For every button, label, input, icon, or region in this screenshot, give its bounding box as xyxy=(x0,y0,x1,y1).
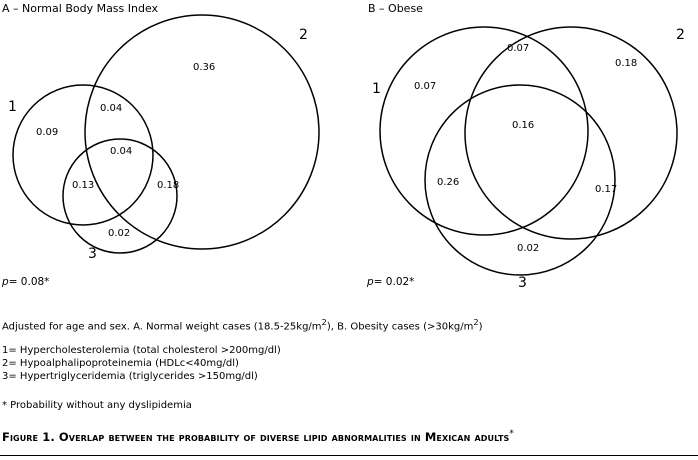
set-definitions xyxy=(2,344,281,383)
adjustment-note-part-b: ), B. Obesity cases (>30kg/m xyxy=(326,321,474,333)
panel-b-set-label-1: 1 xyxy=(372,81,381,97)
panel-a-value-only-3: 0.02 xyxy=(108,228,131,239)
panel-b-value-1-2: 0.07 xyxy=(507,43,530,54)
panel-b-circle-2 xyxy=(465,27,677,239)
panel-a-value-2-3: 0.18 xyxy=(157,180,180,191)
adjustment-note-sup-2: 2 xyxy=(473,317,479,327)
panel-b-p-number: = 0.02* xyxy=(373,276,415,288)
panel-a-p-value xyxy=(1,276,49,288)
bottom-rule xyxy=(0,455,698,456)
panel-a-set-label-3: 3 xyxy=(88,246,97,262)
panel-b-title: B – Obese xyxy=(368,2,423,15)
panel-a-value-1-2: 0.04 xyxy=(100,103,123,114)
panel-b xyxy=(366,2,685,291)
panel-b-p-value xyxy=(366,276,414,288)
panel-a-value-only-1: 0.09 xyxy=(36,127,59,138)
definition-2: 2= Hypoalphalipoproteinemia (HDLc<40mg/dl) xyxy=(2,358,239,369)
panel-a-value-1-3: 0.13 xyxy=(72,180,95,191)
panel-b-circle-1 xyxy=(380,27,588,235)
panel-b-value-only-1: 0.07 xyxy=(414,81,437,92)
adjustment-note xyxy=(2,316,483,333)
panel-a-value-only-2: 0.36 xyxy=(193,62,216,73)
footnote: * Probability without any dyslipidemia xyxy=(2,400,192,411)
panel-b-value-1-2-3: 0.16 xyxy=(512,120,535,131)
panel-a xyxy=(1,2,319,288)
figure-caption-text: Figure 1. Overlap between the probability of diverse lipid abnormalities in Mexican adults xyxy=(2,429,510,444)
panel-a-title: A – Normal Body Mass Index xyxy=(2,2,159,15)
panel-a-set-label-1: 1 xyxy=(8,99,17,115)
adjustment-note-part-c: ) xyxy=(478,321,483,333)
panel-a-p-number: = 0.08* xyxy=(8,276,50,288)
figure-caption xyxy=(2,429,514,444)
panel-b-value-only-2: 0.18 xyxy=(615,58,638,69)
definition-3: 3= Hypertriglyceridemia (triglycerides >150mg/dl) xyxy=(2,371,258,382)
definition-1: 1= Hypercholesterolemia (total cholesterol >200mg/dl) xyxy=(2,345,281,356)
panel-a-p-symbol: p xyxy=(2,276,9,288)
panel-a-set-label-2: 2 xyxy=(299,27,308,43)
panel-a-value-1-2-3: 0.04 xyxy=(110,146,133,157)
panel-b-p-symbol: p xyxy=(367,276,374,288)
figure-caption-mark: * xyxy=(509,429,515,439)
panel-b-value-1-3: 0.26 xyxy=(437,177,460,188)
adjustment-note-sup-1: 2 xyxy=(321,317,327,327)
panel-b-set-label-3: 3 xyxy=(518,275,527,291)
adjustment-note-part-a: Adjusted for age and sex. A. Normal weight cases (18.5-25kg/m xyxy=(2,321,322,333)
panel-b-set-label-2: 2 xyxy=(676,27,685,43)
panel-b-value-only-3: 0.02 xyxy=(517,243,540,254)
panel-b-value-2-3: 0.17 xyxy=(595,184,618,195)
